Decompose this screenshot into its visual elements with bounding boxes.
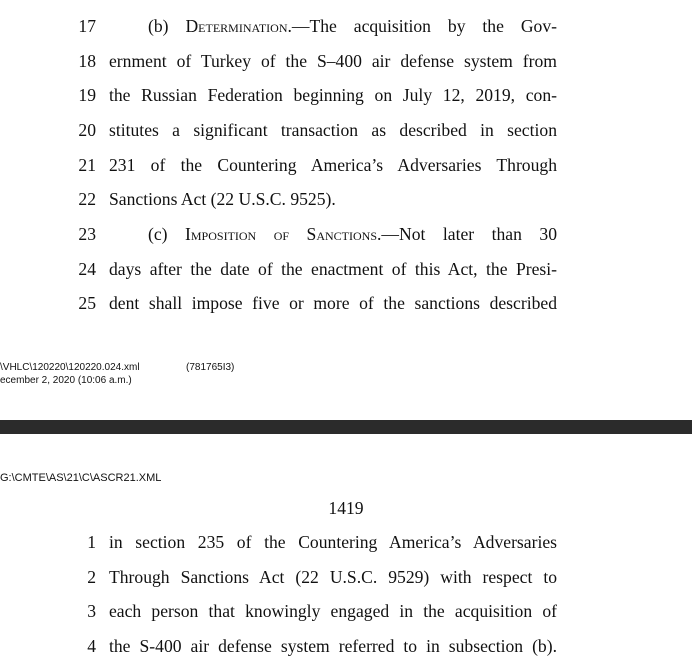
line-text: the S-400 air defense system referred to in subsection (b). [109, 636, 557, 656]
line-number: 20 [78, 120, 96, 140]
line-text: Through Sanctions Act (22 U.S.C. 9529) with respect to [109, 567, 557, 587]
footer-code: (781765I3) [186, 362, 235, 373]
line-text: (b) Determination.—The acquisition by the Gov- [148, 16, 557, 36]
line-20 [0, 119, 692, 141]
line-23 [0, 223, 692, 245]
bottom-page [0, 434, 692, 666]
line-number: 24 [78, 259, 96, 279]
section-heading: Determination [185, 16, 288, 36]
line-number: 18 [78, 51, 96, 71]
line-number: 1 [87, 532, 96, 552]
line-number: 23 [78, 224, 96, 244]
line-1 [0, 531, 692, 553]
line-number: 21 [78, 155, 96, 175]
section-heading: Imposition of Sanctions [185, 224, 377, 244]
line-text: 231 of the Countering America’s Adversaries Through [109, 155, 557, 175]
line-number: 22 [78, 189, 96, 209]
line-4 [0, 635, 692, 657]
line-17 [0, 15, 692, 37]
line-number: 19 [78, 85, 96, 105]
line-text: each person that knowingly engaged in the acquisition of [109, 601, 557, 621]
page-number: 1419 [328, 498, 364, 518]
line-2 [0, 566, 692, 588]
line-25 [0, 292, 692, 314]
line-text: Sanctions Act (22 U.S.C. 9525). [109, 189, 336, 209]
line-text: dent shall impose five or more of the sanctions described [109, 293, 557, 313]
line-text: the Russian Federation beginning on July 12, 2019, con- [109, 85, 557, 105]
line-number: 2 [87, 567, 96, 587]
line-text: (c) Imposition of Sanctions.—Not later than 30 [148, 224, 557, 244]
line-19 [0, 84, 692, 106]
line-number: 4 [87, 636, 96, 656]
line-text: in section 235 of the Countering America’s Adversaries [109, 532, 557, 552]
line-18 [0, 50, 692, 72]
line-number: 25 [78, 293, 96, 313]
line-24 [0, 258, 692, 280]
line-number: 3 [87, 601, 96, 621]
line-text: days after the date of the enactment of this Act, the Presi- [109, 259, 557, 279]
page-separator [0, 420, 692, 434]
line-text: stitutes a significant transaction as described in section [109, 120, 557, 140]
line-21 [0, 154, 692, 176]
line-number: 17 [78, 16, 96, 36]
line-22 [0, 188, 692, 210]
line-text: ernment of Turkey of the S–400 air defense system from [109, 51, 557, 71]
footer-file-path: \VHLC\120220\120220.024.xml [0, 362, 140, 373]
footer-date: ecember 2, 2020 (10:06 a.m.) [0, 375, 132, 386]
header-file-path: G:\CMTE\AS\21\C\ASCR21.XML [0, 472, 162, 484]
line-3 [0, 600, 692, 622]
